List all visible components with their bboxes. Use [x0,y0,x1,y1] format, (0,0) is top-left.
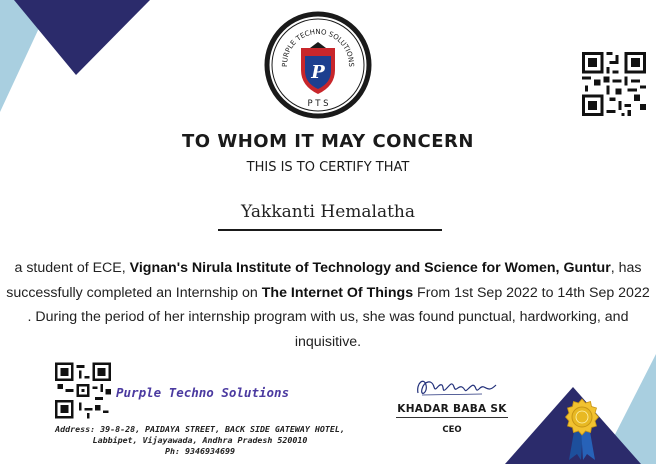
signature-line [396,417,508,418]
phone-number: Ph: 9346934699 [165,446,235,456]
award-medal-icon [563,398,601,462]
signature-image [412,373,504,401]
company-logo [263,10,373,120]
recipient-name: Yakkanti Hemalatha [240,202,416,222]
certificate-subheading: THIS IS TO CERTIFY THAT [246,160,410,175]
company-name: Purple Techno Solutions [116,385,290,400]
logo-ring-text: PURPLE TECHNO SOLUTIONS [280,27,356,67]
certificate-body [6,256,650,354]
address-line-1: Address: 39-8-28, PAIDAYA STREET, BACK SIDE GATEWAY HOTEL, [55,424,345,434]
footer-qr-code-icon [55,362,111,419]
institution-name: Vignan's Nirula Institute of Technology and Science for Women, Guntur [129,260,611,276]
internship-topic: The Internet Of Things [261,284,414,301]
certificate-heading: TO WHOM IT MAY CONCERN [182,131,474,152]
signatory-name: KHADAR BABA SK [397,403,507,415]
address-line-2: Labbipet, Vijayawada, Andhra Pradesh 520010 [92,435,308,445]
body-intro: a student of ECE, [14,260,130,276]
qr-code-icon [582,51,646,117]
name-underline [218,229,442,231]
body-mid2: From 1st Sep 2022 to 14th Sep 2022 . During the period of her internship program with us, she was found punctual, hardworking, and inquisitive. [27,284,650,350]
signatory-title: CEO [442,425,462,435]
logo-monogram: P [311,62,325,83]
logo-initials: P T S [307,99,329,109]
company-address [30,424,370,457]
body-mid1: , has successfully completed an Internship on [6,260,642,301]
